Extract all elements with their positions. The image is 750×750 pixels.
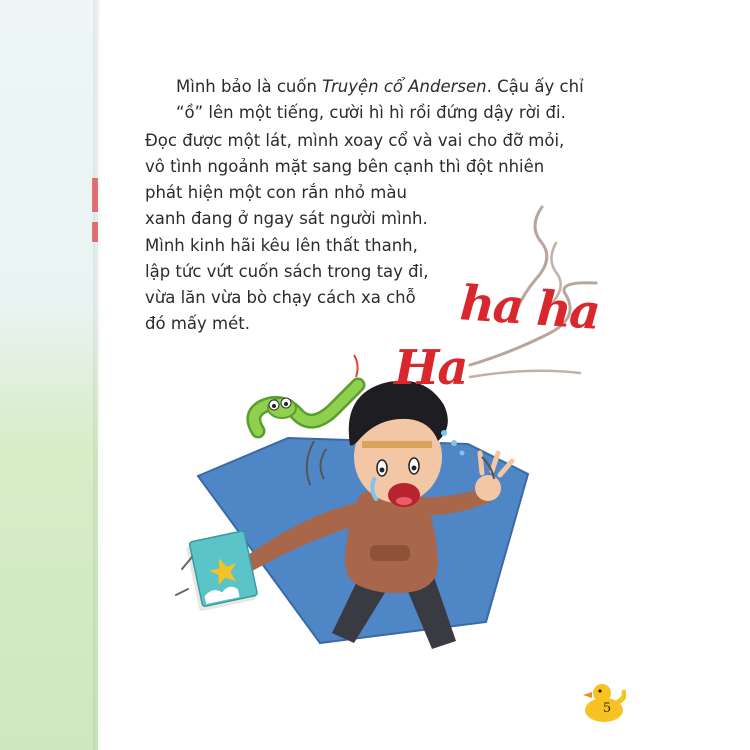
- paragraph-1: [176, 74, 584, 126]
- paragraph-3-text: Mình kinh hãi kêu lên thất thanh, lập tức vứt cuốn sách trong tay đi, vừa lăn vừa bò chạy cách xa chỗ đó mấy mét.: [145, 236, 429, 333]
- previous-page-edge: [0, 0, 98, 750]
- page-fold-shadow: [93, 0, 101, 750]
- page-number: 5: [602, 701, 612, 716]
- paragraph-2-text: Đọc được một lát, mình xoay cổ và vai cho đỡ mỏi, vô tình ngoảnh mặt sang bên cạnh thì đột nhiên phát hiện một con rắn nhỏ màu xanh đang ở ngay sát người mình.: [145, 131, 565, 228]
- motion-line: [470, 371, 580, 377]
- boy-hand: [475, 475, 501, 501]
- sfx-ha-ha: ha ha: [458, 275, 601, 341]
- paragraph-1-start: Mình bảo là cuốn: [176, 77, 323, 96]
- book-title: Truyện cổ Andersen: [322, 77, 487, 96]
- sfx-ha: Ha: [394, 340, 467, 396]
- paragraph-1-end: . Cậu ấy chỉ “ồ” lên một tiếng, cười hì hì rồi đứng dậy rời đi.: [176, 77, 584, 122]
- snake-icon: [254, 355, 358, 431]
- illustration-boy-scared-by-snake: [170, 195, 620, 665]
